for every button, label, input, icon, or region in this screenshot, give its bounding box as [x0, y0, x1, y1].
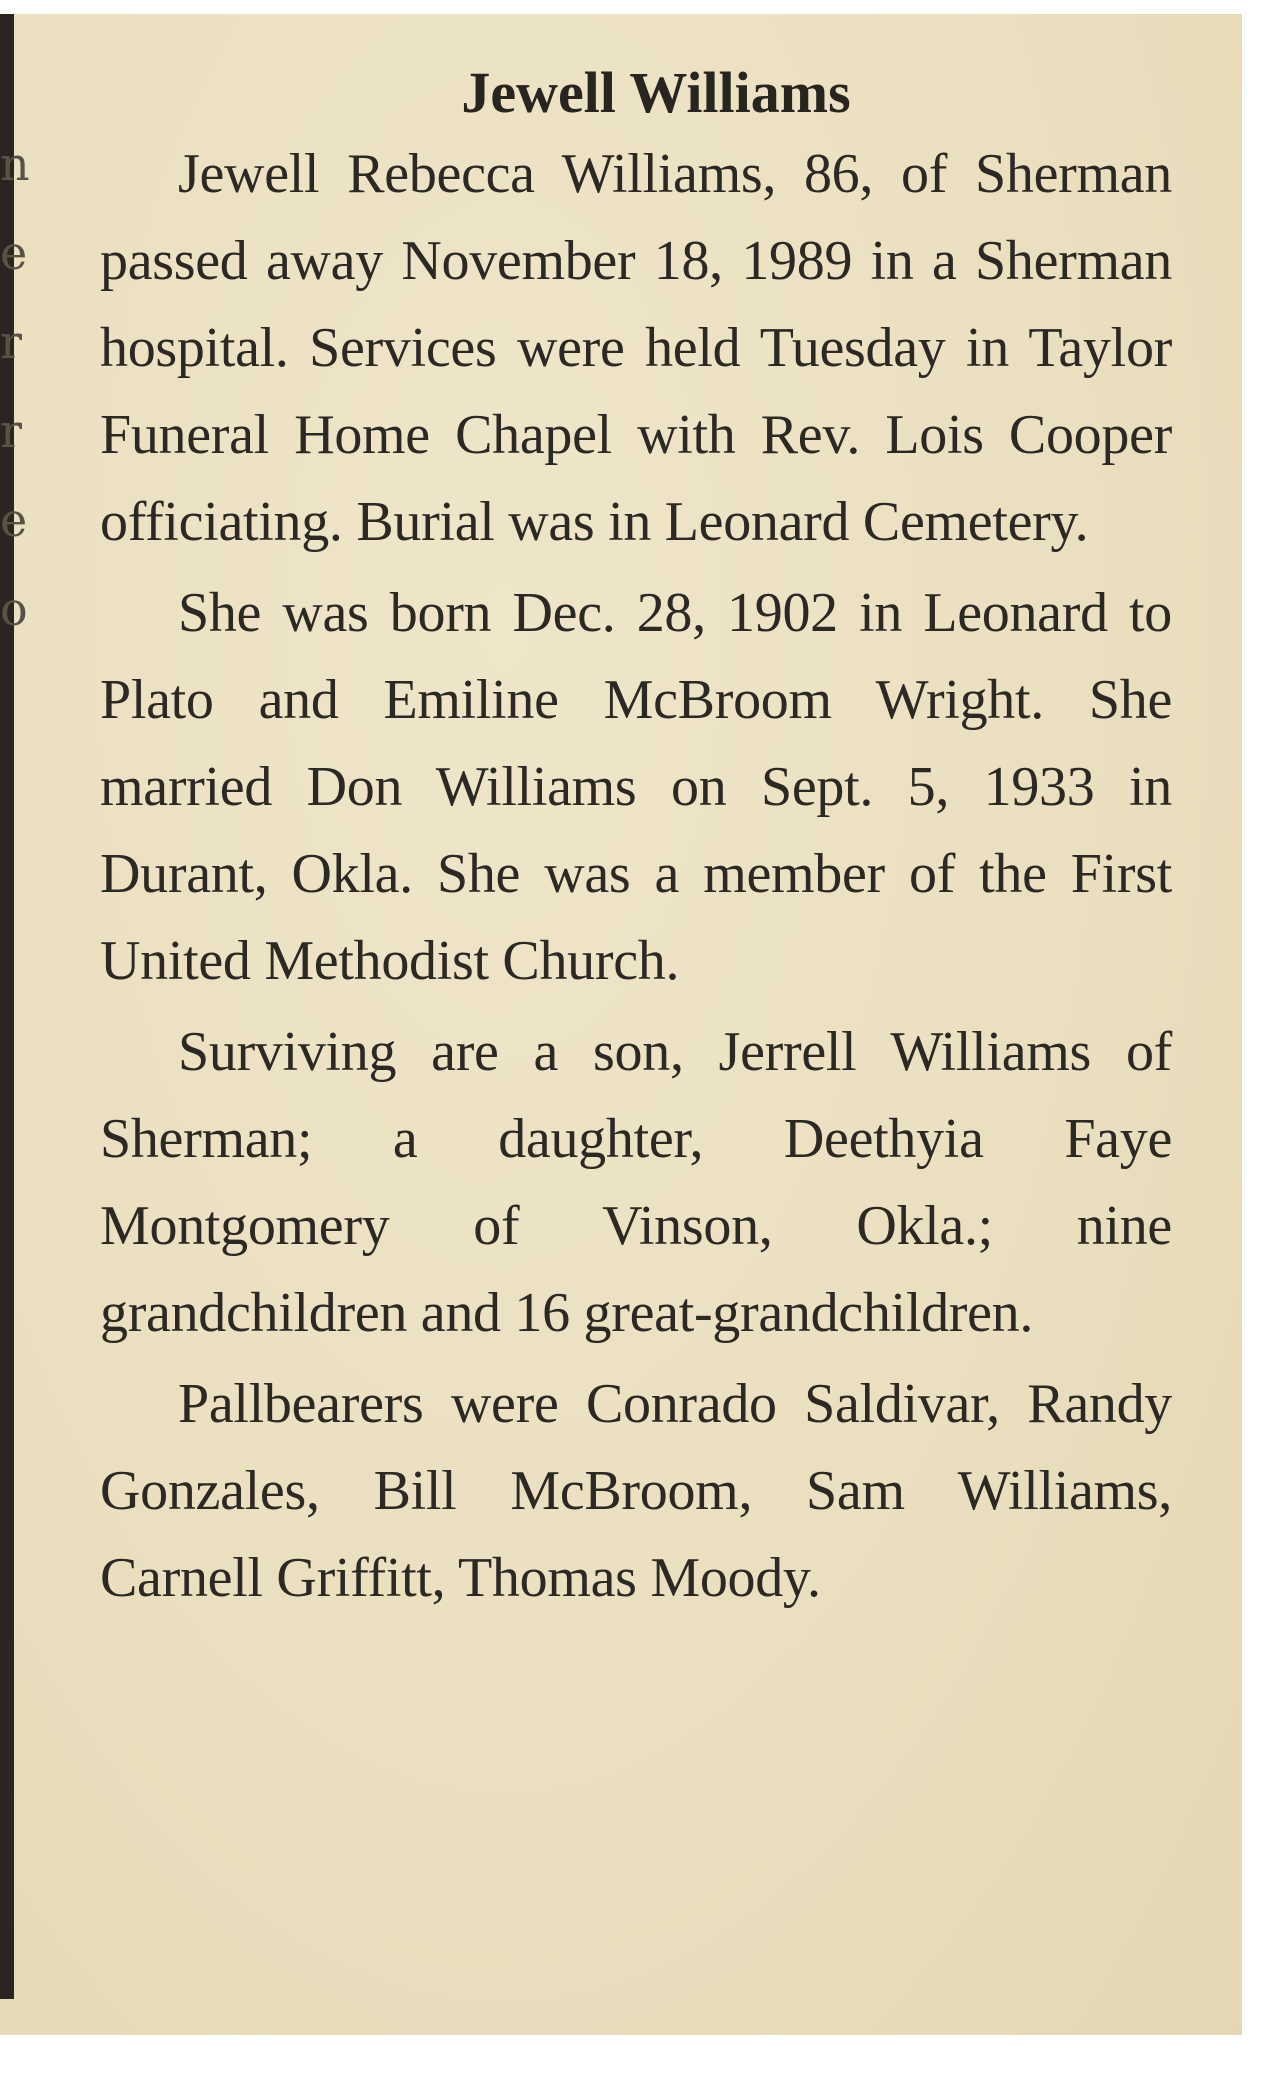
paragraph-death-notice: Jewell Rebecca Williams, 86, of Sherman passed away November 18, 1989 in a Sherman hospital. Services were held Tuesday in Taylor Funeral Home Chapel with Rev. Lois Cooper officiating. Burial was in Leonard Cemetery.: [100, 143, 1172, 553]
edge-fragment: e: [0, 493, 28, 547]
obituary-headline: Jewell Williams: [461, 60, 851, 125]
obituary-article: [100, 55, 1172, 1622]
paragraph-survivors: Surviving are a son, Jerrell Williams of Sherman; a daughter, Deethyia Faye Montgomery of Vinson, Okla.; nine grandchildren and 16 great-grandchildren.: [100, 1021, 1172, 1344]
edge-fragment: o: [0, 582, 28, 636]
edge-fragment: r: [0, 315, 22, 369]
scan-margin-bottom: [0, 2035, 1261, 2094]
scan-margin-right: [1242, 0, 1261, 2094]
paragraph-pallbearers: Pallbearers were Conrado Saldivar, Randy Gonzales, Bill McBroom, Sam Williams, Carnell Griffitt, Thomas Moody.: [100, 1373, 1172, 1609]
edge-fragment: r: [0, 404, 22, 458]
scan-margin-top: [0, 0, 1261, 14]
edge-fragment: n: [0, 137, 30, 191]
paragraph-biography: She was born Dec. 28, 1902 in Leonard to Plato and Emiline McBroom Wright. She married Don Williams on Sept. 5, 1933 in Durant, Okla. She was a member of the First United Methodist Church.: [100, 582, 1172, 992]
edge-fragment: e: [0, 226, 28, 280]
adjacent-column-fragments: [0, 120, 30, 654]
